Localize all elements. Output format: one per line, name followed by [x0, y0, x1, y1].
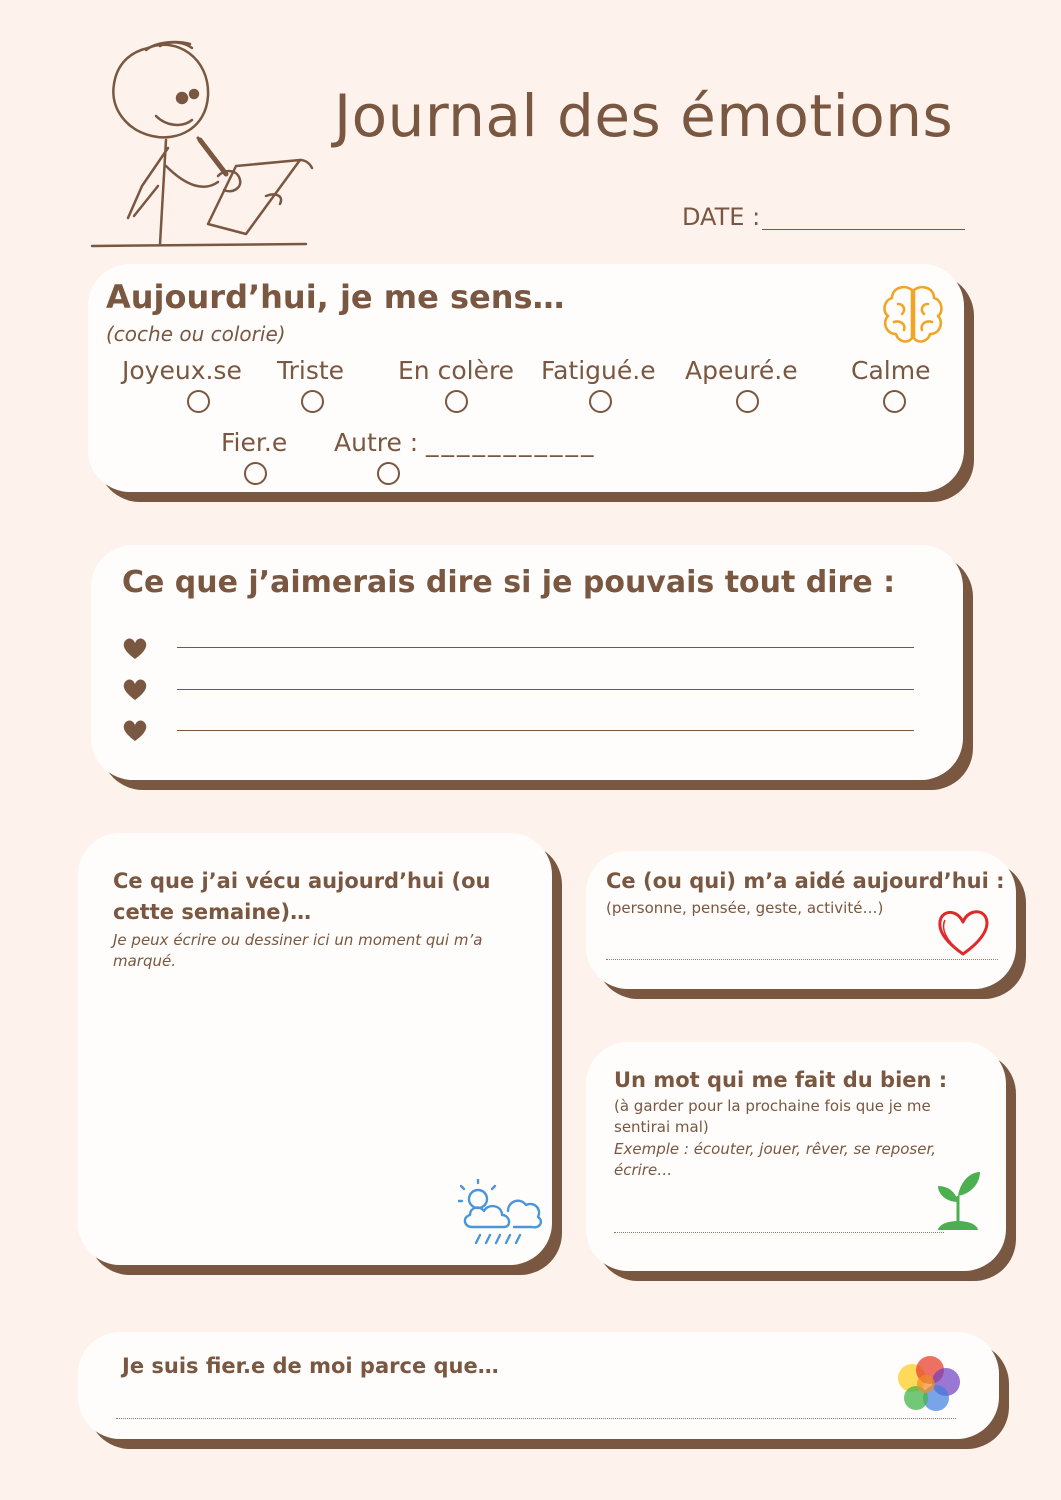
say-write-line-1[interactable] — [177, 647, 914, 648]
emotion-checkbox-autre[interactable] — [377, 462, 400, 485]
say-heading: Ce que j’aimerais dire si je pouvais tout dire : — [122, 565, 896, 600]
heart-bullet-icon — [122, 678, 148, 702]
emotion-label-joyeux: Joyeux.se — [122, 356, 242, 385]
word-example-line2: écrire… — [614, 1161, 673, 1179]
writing-stick-figure-illustration — [86, 36, 316, 252]
heart-icon — [935, 906, 991, 960]
proud-heading: Je suis fier.e de moi parce que… — [122, 1354, 499, 1378]
feelings-card — [88, 264, 964, 492]
feelings-heading: Aujourd’hui, je me sens… — [106, 278, 565, 316]
brain-icon — [880, 284, 946, 346]
emotion-label-fatigue: Fatigué.e — [541, 356, 656, 385]
emotion-checkbox-colere[interactable] — [445, 390, 468, 413]
word-write-line[interactable] — [614, 1232, 944, 1233]
emotion-checkbox-joyeux[interactable] — [187, 390, 210, 413]
emotion-label-apeure: Apeuré.e — [685, 356, 798, 385]
emotion-checkbox-triste[interactable] — [301, 390, 324, 413]
emotion-label-autre: Autre : — [334, 428, 419, 457]
date-label: DATE : — [682, 203, 761, 231]
word-subtitle-line2: sentirai mal) — [614, 1118, 709, 1136]
lived-hint-line1: Je peux écrire ou dessiner ici un moment qui m’a — [113, 931, 483, 949]
lived-hint-line2: marqué. — [113, 952, 176, 970]
lived-card[interactable] — [78, 833, 552, 1265]
emotion-checkbox-calme[interactable] — [883, 390, 906, 413]
weather-sun-cloud-rain-icon — [458, 1179, 544, 1251]
emotion-checkbox-fatigue[interactable] — [589, 390, 612, 413]
emotion-autre-blank[interactable]: ___________ — [426, 428, 597, 457]
emotion-label-colere: En colère — [398, 356, 515, 385]
heart-bullet-icon — [122, 637, 148, 661]
lived-heading-line2: cette semaine)… — [113, 900, 312, 924]
helped-card — [586, 851, 1016, 989]
word-subtitle-line1: (à garder pour la prochaine fois que je me — [614, 1097, 931, 1115]
plant-sprout-icon — [934, 1166, 982, 1232]
word-card — [586, 1042, 1006, 1271]
feelings-subtitle: (coche ou colorie) — [106, 322, 286, 346]
emotion-checkbox-fier[interactable] — [244, 462, 267, 485]
say-write-line-2[interactable] — [177, 689, 914, 690]
say-card — [91, 545, 963, 780]
date-write-line[interactable] — [762, 229, 965, 230]
lived-heading-line1: Ce que j’ai vécu aujourd’hui (ou — [113, 869, 491, 893]
emotion-checkbox-apeure[interactable] — [736, 390, 759, 413]
emotion-label-fier: Fier.e — [221, 428, 288, 457]
page-title: Journal des émotions — [334, 82, 954, 150]
rainbow-paint-splash-icon — [892, 1354, 964, 1418]
helped-subtitle: (personne, pensée, geste, activité…) — [606, 899, 884, 917]
emotion-label-triste: Triste — [277, 356, 345, 385]
proud-write-line[interactable] — [116, 1418, 956, 1419]
word-heading: Un mot qui me fait du bien : — [614, 1068, 948, 1092]
say-write-line-3[interactable] — [177, 730, 914, 731]
emotion-label-calme: Calme — [851, 356, 931, 385]
heart-bullet-icon — [122, 719, 148, 743]
word-example-line1: Exemple : écouter, jouer, rêver, se reposer, — [614, 1140, 937, 1158]
helped-heading: Ce (ou qui) m’a aidé aujourd’hui : — [606, 869, 1005, 893]
proud-card — [78, 1332, 999, 1439]
